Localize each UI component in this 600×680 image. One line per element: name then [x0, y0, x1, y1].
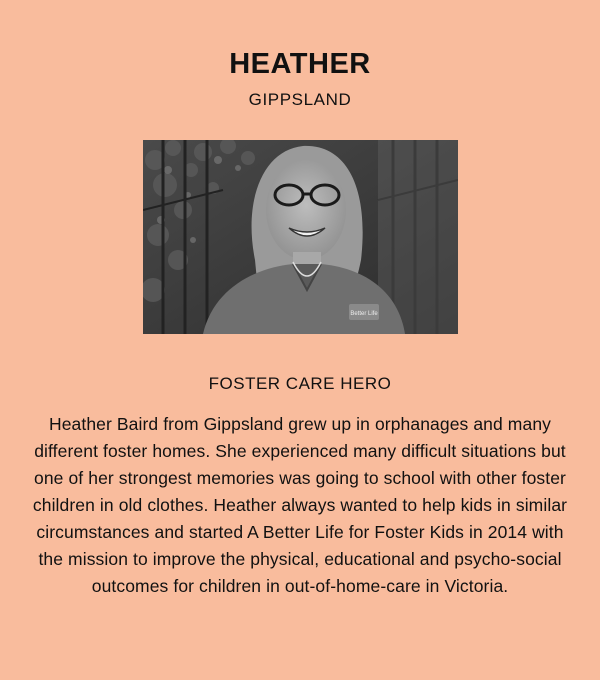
- portrait-photo-icon: [143, 140, 458, 334]
- person-name: HEATHER: [229, 48, 371, 80]
- person-region: GIPPSLAND: [248, 90, 352, 109]
- profile-subtitle: FOSTER CARE HERO: [208, 374, 392, 393]
- profile-bio: Heather Baird from Gippsland grew up in orphanages and many different foster homes. She experienced many difficult situations but one of her strongest memories was going to school with other foster children in old clothes. Heather always wanted to help kids in similar circumstances and started A Better Life for Foster Kids in 2014 with the mission to improve the physical, educational and psycho-social outcomes for children in out-of-home-care in Victoria.: [32, 414, 568, 596]
- portrait-photo: [143, 140, 458, 334]
- shirt-logo: Better Life: [350, 311, 378, 317]
